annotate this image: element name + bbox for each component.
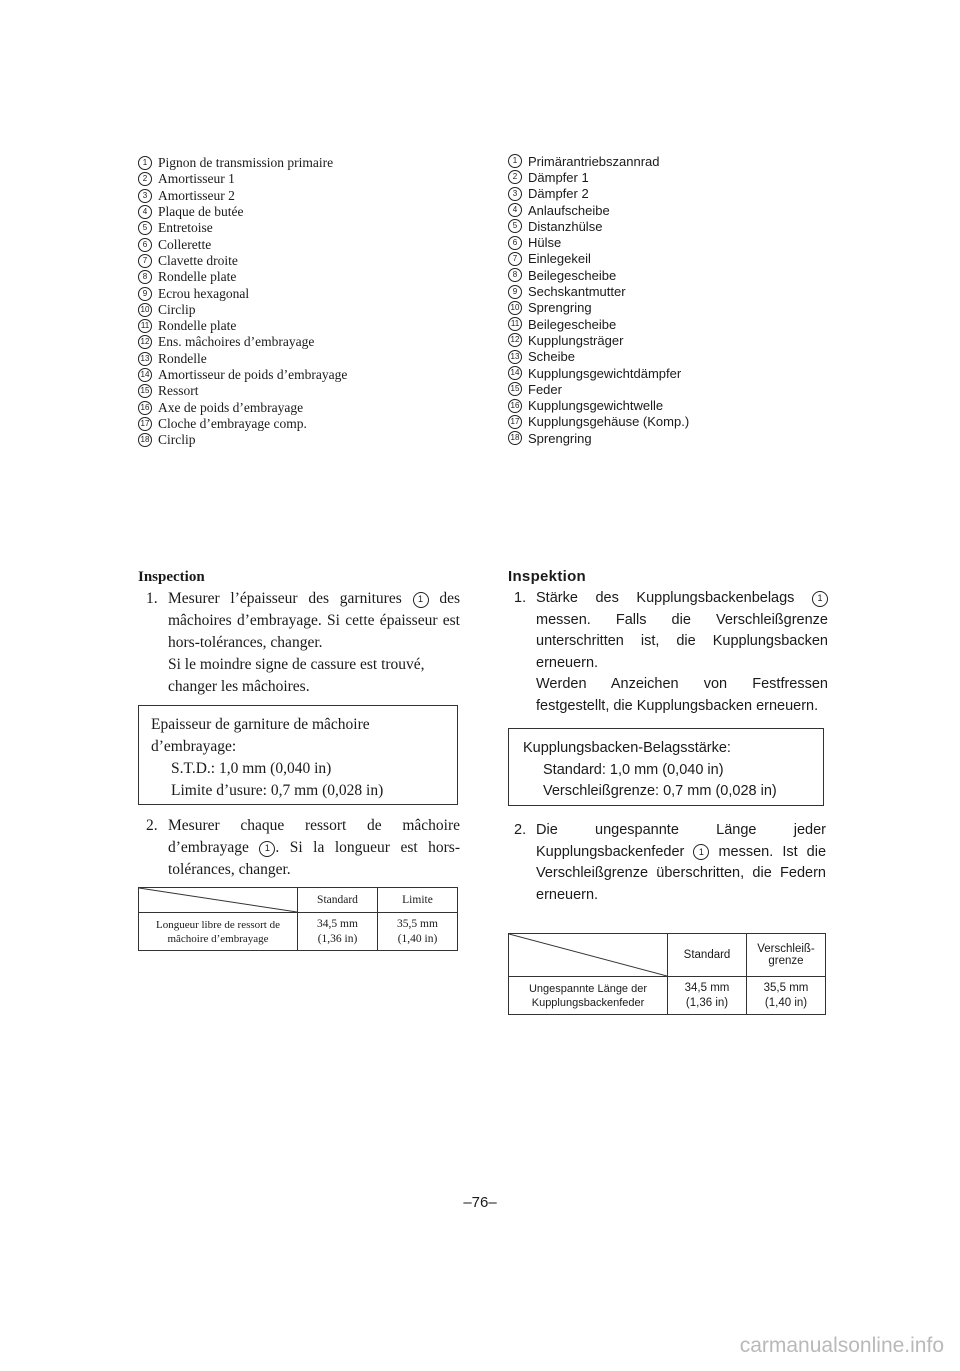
part-label: Anlaufscheibe <box>528 202 610 218</box>
part-label: Plaque de butée <box>158 204 244 220</box>
diagonal-header-cell <box>509 934 668 977</box>
part-label: Kupplungsgehäuse (Komp.) <box>528 414 690 430</box>
step-2-row <box>146 815 460 881</box>
part-label: Cloche d’embrayage comp. <box>158 415 307 431</box>
list-item <box>508 397 838 413</box>
diagonal-line <box>139 888 297 912</box>
list-item <box>138 285 458 301</box>
header-limit: Limite <box>378 888 458 913</box>
callout-number: 8 <box>138 270 152 284</box>
callout-number: 14 <box>138 368 152 382</box>
cell-standard-mm: 34,5 mm <box>684 981 730 994</box>
callout-number: 6 <box>508 236 522 250</box>
spec-box-std: S.T.D.: 1,0 mm (0,040 in) <box>171 760 332 777</box>
callout-number: 9 <box>508 285 522 299</box>
spec-box-fr <box>138 705 458 805</box>
watermark: carmanualsonline.info <box>739 1334 944 1357</box>
list-item <box>508 202 838 218</box>
part-label: Entretoise <box>158 220 213 236</box>
list-item <box>508 381 838 397</box>
callout-number: 18 <box>508 431 522 445</box>
list-item <box>138 383 458 399</box>
header-limit: Verschleiß-grenze <box>747 934 826 977</box>
cell-limit-mm: 35,5 mm <box>763 981 809 994</box>
list-item <box>138 399 458 415</box>
list-item <box>508 300 838 316</box>
parts-list-fr-items <box>138 155 458 448</box>
table-header-row <box>509 934 826 977</box>
callout-number: 4 <box>508 203 522 217</box>
list-item <box>508 153 838 169</box>
step-2-fr <box>146 815 460 881</box>
part-label: Beilegescheibe <box>528 267 617 283</box>
list-item <box>508 186 838 202</box>
callout-number: 9 <box>138 287 152 301</box>
inspection-section-de <box>508 568 828 717</box>
callout-number: 2 <box>138 172 152 186</box>
part-label: Primärantriebszannrad <box>528 153 660 169</box>
callout-number: 14 <box>508 366 522 380</box>
table-row <box>139 913 458 951</box>
part-label: Amortisseur 1 <box>158 171 235 187</box>
list-item <box>138 334 458 350</box>
part-label: Pignon de transmission primaire <box>158 155 334 171</box>
callout-number: 7 <box>138 254 152 268</box>
callout-number: 17 <box>508 415 522 429</box>
step-2-de <box>514 820 826 906</box>
list-item <box>508 365 838 381</box>
list-item <box>138 318 458 334</box>
part-label: Kupplungsgewichtwelle <box>528 398 664 414</box>
callout-number: 1 <box>138 156 152 170</box>
spec-box-limit: Verschleißgrenze: 0,7 mm (0,028 in) <box>543 783 777 799</box>
parts-list-de-items <box>508 153 838 446</box>
step-text-a: Stärke des Kupplungsbackenbelags <box>536 590 795 606</box>
cell-limit <box>378 913 458 951</box>
part-label: Sprengring <box>528 430 592 446</box>
callout-number: 8 <box>508 268 522 282</box>
callout-number: 2 <box>508 170 522 184</box>
callout-number: 7 <box>508 252 522 266</box>
part-label: Beilegescheibe <box>528 316 617 332</box>
parts-list-fr <box>138 155 458 448</box>
header-standard: Standard <box>668 934 747 977</box>
step-text <box>536 820 826 906</box>
callout-number: 1 <box>259 841 275 857</box>
callout-number: 6 <box>138 238 152 252</box>
step-text-a: Mesurer l’épaisseur des garnitures <box>168 590 402 607</box>
list-item <box>138 416 458 432</box>
step-text-c: Si le moindre signe de cassure est trouvé, changer les mâchoires. <box>168 656 425 695</box>
step-number: 1. <box>146 590 158 607</box>
list-item <box>138 351 458 367</box>
list-item <box>508 251 838 267</box>
spec-table-de <box>508 933 826 1015</box>
spec-box-limit: Limite d’usure: 0,7 mm (0,028 in) <box>171 782 384 799</box>
callout-number: 10 <box>508 301 522 315</box>
page-number: –76– <box>463 1194 497 1211</box>
list-item <box>138 302 458 318</box>
list-item <box>138 204 458 220</box>
header-standard: Standard <box>298 888 378 913</box>
callout-number: 12 <box>138 335 152 349</box>
cell-standard-in: (1,36 in) <box>685 996 729 1009</box>
step-text-a: Mesurer chaque ressort de mâchoire d’embrayage <box>168 817 460 856</box>
callout-number: 5 <box>508 219 522 233</box>
step-text-b: messen. Falls die Verschleißgrenze unterschritten ist, die Kupplungsbacken erneuern. <box>536 611 828 671</box>
spec-box-std: Standard: 1,0 mm (0,040 in) <box>543 761 724 778</box>
part-label: Feder <box>528 381 562 397</box>
callout-number: 15 <box>138 384 152 398</box>
list-item <box>508 316 838 332</box>
part-label: Distanzhülse <box>528 218 603 234</box>
step-number: 2. <box>514 822 527 838</box>
callout-number: 1 <box>508 154 522 168</box>
list-item <box>508 430 838 446</box>
cell-standard <box>298 913 378 951</box>
parts-list-de <box>508 153 838 446</box>
section-heading-fr: Inspection <box>138 569 205 585</box>
list-item <box>138 236 458 252</box>
diagonal-line <box>509 934 667 976</box>
table-header-row <box>139 888 458 913</box>
part-label: Kupplungsgewichtdämpfer <box>528 365 682 381</box>
table-row <box>509 977 826 1015</box>
cell-standard-in: (1,36 in) <box>317 932 358 945</box>
callout-number: 3 <box>138 189 152 203</box>
step-text <box>536 588 828 674</box>
part-label: Dämpfer 1 <box>528 169 589 185</box>
list-item <box>138 220 458 236</box>
part-label: Scheibe <box>528 349 575 365</box>
part-label: Dämpfer 2 <box>528 186 589 202</box>
part-label: Circlip <box>158 432 196 448</box>
list-item <box>138 171 458 187</box>
step-1-de <box>514 588 828 717</box>
callout-number: 11 <box>138 319 152 333</box>
list-item <box>138 269 458 285</box>
inspection-section-fr <box>138 569 460 698</box>
list-item <box>508 332 838 348</box>
callout-number: 1 <box>693 844 709 860</box>
row-label: Longueur libre de ressort de mâchoire d’embrayage <box>139 913 298 951</box>
list-item <box>508 414 838 430</box>
spec-box-title: Kupplungsbacken-Belagsstärke: <box>523 740 731 756</box>
spec-box-title: Epaisseur de garniture de mâchoire d’embrayage: <box>151 716 370 755</box>
cell-limit-in: (1,40 in) <box>397 932 438 945</box>
part-label: Ens. mâchoires d’embrayage <box>158 334 315 350</box>
part-label: Hülse <box>528 235 562 251</box>
list-item <box>508 349 838 365</box>
callout-number: 1 <box>812 591 828 607</box>
list-item <box>138 253 458 269</box>
section-heading-de: Inspektion <box>508 568 587 585</box>
cell-standard-mm: 34,5 mm <box>317 917 358 930</box>
list-item <box>138 367 458 383</box>
step-text-b: des mâchoires d’embrayage. Si cette épaisseur est hors-tolérances, changer. <box>168 590 460 651</box>
step-2-row <box>514 820 826 906</box>
row-label: Ungespannte Länge der Kupplungsbackenfeder <box>509 977 668 1015</box>
list-item <box>508 218 838 234</box>
cell-standard <box>668 977 747 1015</box>
list-item <box>508 283 838 299</box>
part-label: Sechskantmutter <box>528 284 626 300</box>
part-label: Kupplungsträger <box>528 332 624 348</box>
callout-number: 5 <box>138 221 152 235</box>
spec-box-de <box>508 728 824 806</box>
callout-number: 15 <box>508 382 522 396</box>
part-label: Sprengring <box>528 300 592 316</box>
step-text-b: messen. Ist die Verschleißgrenze überschritten, die Federn erneuern. <box>536 843 827 903</box>
cell-limit-mm: 35,5 mm <box>397 917 438 930</box>
callout-number: 12 <box>508 333 522 347</box>
callout-number: 17 <box>138 417 152 431</box>
part-label: Collerette <box>158 236 212 252</box>
list-item <box>508 234 838 250</box>
part-label: Einlegekeil <box>528 251 591 267</box>
list-item <box>138 155 458 171</box>
part-label: Rondelle <box>158 350 207 366</box>
step-number: 2. <box>146 817 158 834</box>
diagonal-header-cell <box>139 888 298 913</box>
callout-number: 18 <box>138 433 152 447</box>
callout-number: 13 <box>508 350 522 364</box>
step-text-a: Die ungespannte Länge jeder Kupplungsbackenfeder <box>536 822 826 860</box>
part-label: Circlip <box>158 301 196 317</box>
list-item <box>508 169 838 185</box>
list-item <box>138 188 458 204</box>
spec-table-fr <box>138 887 458 951</box>
part-label: Clavette droite <box>158 252 238 268</box>
list-item <box>138 432 458 448</box>
step-number: 1. <box>514 590 527 606</box>
callout-number: 16 <box>508 399 522 413</box>
part-label: Ressort <box>158 383 199 399</box>
callout-number: 11 <box>508 317 522 331</box>
cell-limit-in: (1,40 in) <box>764 996 808 1009</box>
callout-number: 16 <box>138 401 152 415</box>
part-label: Ecrou hexagonal <box>158 285 250 301</box>
step-text-c: Werden Anzeichen von Festfressen festgestellt, die Kupplungsbacken erneuern. <box>536 676 828 714</box>
cell-limit <box>747 977 826 1015</box>
part-label: Rondelle plate <box>158 269 237 285</box>
callout-number: 4 <box>138 205 152 219</box>
callout-number: 1 <box>413 592 429 608</box>
callout-number: 3 <box>508 187 522 201</box>
callout-number: 13 <box>138 352 152 366</box>
part-label: Axe de poids d’embrayage <box>158 399 304 415</box>
list-item <box>508 267 838 283</box>
part-label: Rondelle plate <box>158 318 237 334</box>
step-text-b: . Si la longueur est hors-tolérances, changer. <box>168 839 460 878</box>
part-label: Amortisseur 2 <box>158 187 235 203</box>
step-1-fr <box>146 588 460 698</box>
callout-number: 10 <box>138 303 152 317</box>
step-text <box>168 588 460 654</box>
part-label: Amortisseur de poids d’embrayage <box>158 367 348 382</box>
step-text <box>168 815 460 881</box>
